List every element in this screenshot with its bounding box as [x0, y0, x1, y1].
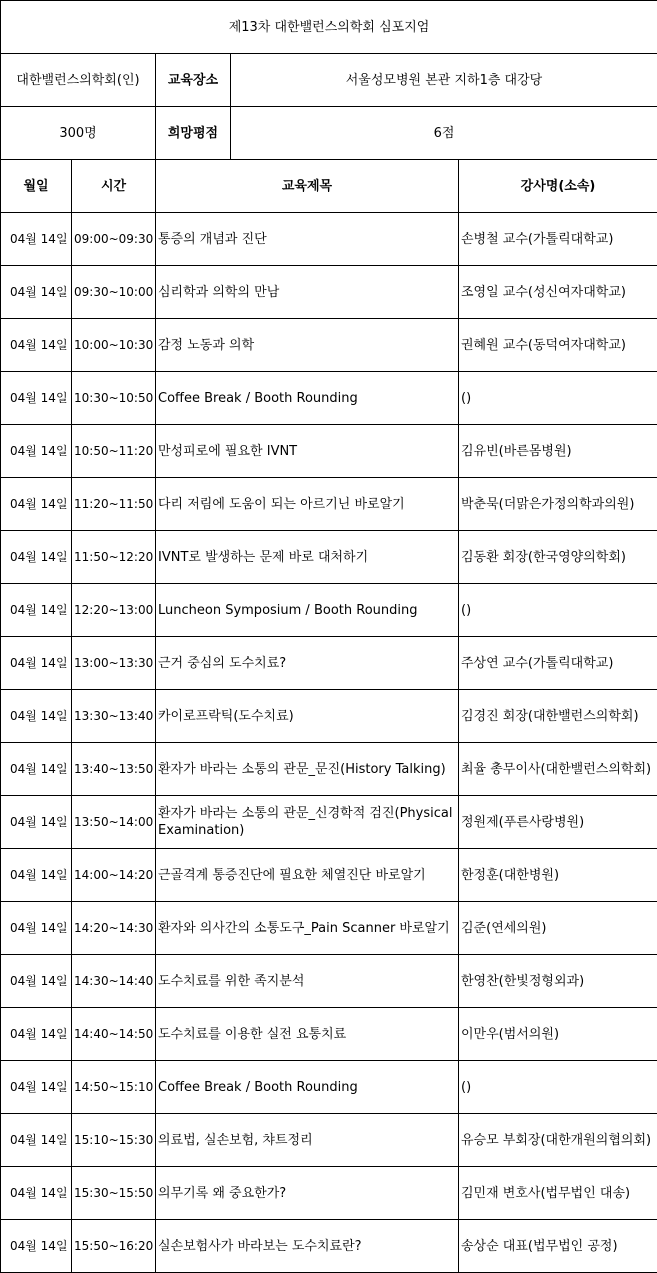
column-header-time: 시간 — [72, 160, 156, 213]
session-time: 14:30~14:40 — [72, 955, 156, 1008]
table-row — [1, 319, 657, 372]
column-header-speaker: 강사명(소속) — [459, 160, 657, 213]
session-speaker: 김민재 변호사(법무법인 대송) — [459, 1167, 657, 1220]
session-date: 04월 14일 — [1, 425, 72, 478]
session-speaker: 이만우(범서의원) — [459, 1008, 657, 1061]
session-time: 14:20~14:30 — [72, 902, 156, 955]
session-date: 04월 14일 — [1, 849, 72, 902]
capacity-row — [1, 107, 657, 160]
session-speaker: 김준(연세의원) — [459, 902, 657, 955]
table-row — [1, 1114, 657, 1167]
table-row — [1, 425, 657, 478]
session-topic: 통증의 개념과 진단 — [156, 213, 459, 266]
session-speaker: 김경진 회장(대한밸런스의학회) — [459, 690, 657, 743]
session-topic: 만성피로에 필요한 IVNT — [156, 425, 459, 478]
session-time: 13:30~13:40 — [72, 690, 156, 743]
table-row — [1, 478, 657, 531]
session-time: 09:00~09:30 — [72, 213, 156, 266]
table-row — [1, 955, 657, 1008]
session-time: 15:10~15:30 — [72, 1114, 156, 1167]
session-speaker: () — [459, 1061, 657, 1114]
session-topic: 의무기록 왜 중요한가? — [156, 1167, 459, 1220]
session-time: 10:00~10:30 — [72, 319, 156, 372]
table-row — [1, 902, 657, 955]
table-row — [1, 1167, 657, 1220]
session-date: 04월 14일 — [1, 1114, 72, 1167]
session-speaker: 유승모 부회장(대한개원의협의회) — [459, 1114, 657, 1167]
session-topic: 환자가 바라는 소통의 관문_신경학적 검진(Physical Examination) — [156, 796, 459, 849]
column-header-date: 월일 — [1, 160, 72, 213]
session-time: 13:40~13:50 — [72, 743, 156, 796]
session-time: 13:50~14:00 — [72, 796, 156, 849]
session-speaker: 한정훈(대한병원) — [459, 849, 657, 902]
session-time: 14:40~14:50 — [72, 1008, 156, 1061]
session-topic: 심리학과 의학의 만남 — [156, 266, 459, 319]
title-row — [1, 1, 657, 54]
score-value: 6점 — [231, 107, 657, 160]
session-speaker: 박춘묵(더맑은가정의학과의원) — [459, 478, 657, 531]
table-row — [1, 1220, 657, 1273]
table-row — [1, 213, 657, 266]
session-time: 14:00~14:20 — [72, 849, 156, 902]
table-row — [1, 584, 657, 637]
session-topic: Luncheon Symposium / Booth Rounding — [156, 584, 459, 637]
session-time: 14:50~15:10 — [72, 1061, 156, 1114]
session-speaker: 최율 총무이사(대한밸런스의학회) — [459, 743, 657, 796]
column-header-row — [1, 160, 657, 213]
table-row — [1, 743, 657, 796]
session-time: 10:50~11:20 — [72, 425, 156, 478]
session-date: 04월 14일 — [1, 1061, 72, 1114]
table-row — [1, 372, 657, 425]
session-date: 04월 14일 — [1, 319, 72, 372]
session-date: 04월 14일 — [1, 1008, 72, 1061]
session-date: 04월 14일 — [1, 743, 72, 796]
session-time: 15:30~15:50 — [72, 1167, 156, 1220]
session-time: 15:50~16:20 — [72, 1220, 156, 1273]
capacity-cell: 300명 — [1, 107, 156, 160]
session-topic: 도수치료를 이용한 실전 요통치료 — [156, 1008, 459, 1061]
session-speaker: 손병철 교수(가톨릭대학교) — [459, 213, 657, 266]
session-topic: 환자가 바라는 소통의 관문_문진(History Talking) — [156, 743, 459, 796]
table-row — [1, 266, 657, 319]
session-date: 04월 14일 — [1, 1167, 72, 1220]
table-row — [1, 690, 657, 743]
session-topic: 도수치료를 위한 족지분석 — [156, 955, 459, 1008]
organizer-cell: 대한밸런스의학회(인) — [1, 54, 156, 107]
session-speaker: 송상순 대표(법무법인 공정) — [459, 1220, 657, 1273]
session-topic: 의료법, 실손보험, 챠트정리 — [156, 1114, 459, 1167]
venue-label: 교육장소 — [156, 54, 231, 107]
session-time: 09:30~10:00 — [72, 266, 156, 319]
venue-row — [1, 54, 657, 107]
session-topic: 카이로프락틱(도수치료) — [156, 690, 459, 743]
table-row — [1, 1008, 657, 1061]
session-date: 04월 14일 — [1, 372, 72, 425]
symposium-title: 제13차 대한밸런스의학회 심포지엄 — [1, 1, 657, 54]
session-time: 11:20~11:50 — [72, 478, 156, 531]
session-date: 04월 14일 — [1, 1220, 72, 1273]
session-date: 04월 14일 — [1, 955, 72, 1008]
session-speaker: () — [459, 372, 657, 425]
session-topic: 환자와 의사간의 소통도구_Pain Scanner 바로알기 — [156, 902, 459, 955]
session-topic: 감정 노동과 의학 — [156, 319, 459, 372]
table-row — [1, 796, 657, 849]
session-date: 04월 14일 — [1, 902, 72, 955]
session-topic: Coffee Break / Booth Rounding — [156, 1061, 459, 1114]
session-speaker: 정원제(푸른사랑병원) — [459, 796, 657, 849]
session-date: 04월 14일 — [1, 637, 72, 690]
session-date: 04월 14일 — [1, 266, 72, 319]
session-topic: Coffee Break / Booth Rounding — [156, 372, 459, 425]
session-date: 04월 14일 — [1, 213, 72, 266]
table-row — [1, 849, 657, 902]
session-time: 13:00~13:30 — [72, 637, 156, 690]
session-date: 04월 14일 — [1, 531, 72, 584]
session-topic: 실손보험사가 바라보는 도수치료란? — [156, 1220, 459, 1273]
session-speaker: 김동환 회장(한국영양의학회) — [459, 531, 657, 584]
session-topic: 근거 중심의 도수치료? — [156, 637, 459, 690]
session-time: 12:20~13:00 — [72, 584, 156, 637]
session-topic: 다리 저림에 도움이 되는 아르기닌 바로알기 — [156, 478, 459, 531]
session-date: 04월 14일 — [1, 478, 72, 531]
session-speaker: 한영찬(한빛정형외과) — [459, 955, 657, 1008]
session-date: 04월 14일 — [1, 796, 72, 849]
session-speaker: 주상연 교수(가톨릭대학교) — [459, 637, 657, 690]
score-label: 희망평점 — [156, 107, 231, 160]
table-row — [1, 531, 657, 584]
session-speaker: 김유빈(바른몸병원) — [459, 425, 657, 478]
table-row — [1, 1061, 657, 1114]
session-speaker: 조영일 교수(성신여자대학교) — [459, 266, 657, 319]
table-row — [1, 637, 657, 690]
session-topic: 근골격계 통증진단에 필요한 체열진단 바로알기 — [156, 849, 459, 902]
session-speaker: 권혜원 교수(동덕여자대학교) — [459, 319, 657, 372]
column-header-topic: 교육제목 — [156, 160, 459, 213]
session-time: 10:30~10:50 — [72, 372, 156, 425]
session-date: 04월 14일 — [1, 584, 72, 637]
session-date: 04월 14일 — [1, 690, 72, 743]
venue-value: 서울성모병원 본관 지하1층 대강당 — [231, 54, 657, 107]
session-topic: IVNT로 발생하는 문제 바로 대처하기 — [156, 531, 459, 584]
session-time: 11:50~12:20 — [72, 531, 156, 584]
session-speaker: () — [459, 584, 657, 637]
